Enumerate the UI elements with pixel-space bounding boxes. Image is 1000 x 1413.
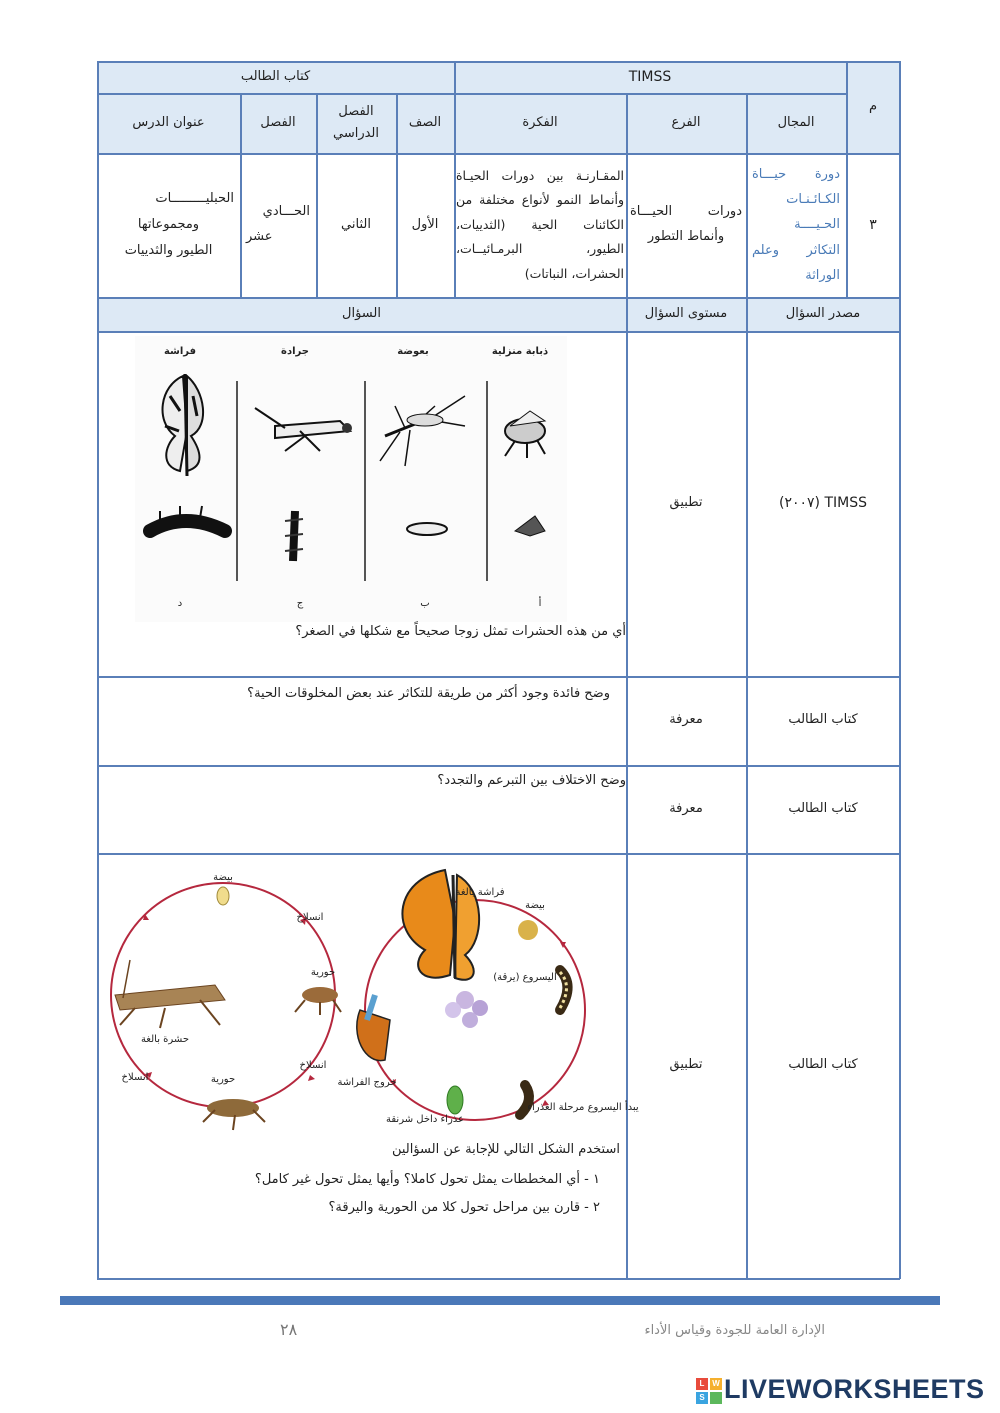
right-adult-label: فراشة بالغة — [455, 887, 505, 898]
row-domain — [752, 153, 840, 297]
footer-rule — [60, 1296, 940, 1305]
header-student-book: كتاب الطالب — [240, 68, 311, 84]
header-lesson: عنوان الدرس — [132, 114, 205, 130]
row-chapter — [246, 153, 310, 297]
left-adult-label: حشرة بالغة — [140, 1034, 190, 1045]
nymph2-drawing — [203, 1099, 265, 1130]
row-grade: الأول — [411, 216, 439, 232]
adult-grasshopper-drawing — [115, 960, 225, 1028]
left-molt3-label: انسلاخ — [296, 912, 324, 923]
lesson-line: الحبليـــــــــات — [155, 191, 234, 206]
incomplete-metamorphosis-cycle — [111, 872, 341, 1130]
q4-item-2-num: ٢ — [593, 1200, 600, 1215]
lesson-line: ومجموعاتها — [137, 217, 200, 232]
left-nymph2-label: حورية — [210, 1074, 236, 1085]
q4-item-1-num: ١ — [593, 1172, 600, 1187]
row-lesson — [103, 153, 234, 297]
header-grade: الصف — [408, 114, 442, 130]
butterfly-egg-drawing — [518, 920, 538, 940]
header-m: م — [868, 98, 878, 114]
insect-name-housefly: ذبابة منزلية — [491, 346, 549, 357]
mosquito-larva-drawing — [407, 523, 447, 535]
q1-level: تطبيق — [669, 495, 703, 511]
q4-intro: استخدم الشكل التالي للإجابة عن السؤالين — [391, 1142, 620, 1157]
right-pupa-start-label: يبدأ اليسروع مرحلة العذراء — [527, 1102, 639, 1113]
domain-line: الوراثة — [805, 268, 840, 284]
q4-item-1: ١ - أي المخططات يمثل تحول كاملا؟ وأيها يمثل تحول غير كامل؟ — [254, 1172, 600, 1187]
egg-drawing — [217, 887, 229, 905]
header-semester: الفصل الدراسي — [332, 103, 379, 141]
emerging-butterfly-drawing — [357, 995, 390, 1061]
org-name: الإدارة العامة للجودة وقياس الأداء — [644, 1323, 825, 1338]
idea-line: الكائنات الحية (الثدييات، — [456, 216, 624, 232]
header-chapter: الفصل — [260, 114, 296, 130]
liveworksheets-brand[interactable]: LIVEWORKSHEETS — [724, 1374, 985, 1404]
q2-level: معرفة — [669, 712, 703, 728]
idea-line: وأنماط النمو لأنواع مختلفة من — [456, 192, 624, 208]
letter-j: ج — [296, 598, 304, 609]
header-domain: المجال — [777, 114, 815, 130]
left-egg-label: بيضة — [213, 872, 233, 883]
row-number: ٣ — [869, 216, 877, 233]
branch-line: وأنماط التطور — [647, 229, 725, 244]
row-branch — [630, 153, 742, 297]
q1-source: TIMSS (٢٠٠٧) — [779, 495, 868, 512]
header-timss: TIMSS — [628, 68, 672, 85]
q4-level: تطبيق — [669, 1057, 703, 1073]
letter-b: ب — [420, 598, 430, 609]
insect-name-butterfly: فراشة — [163, 346, 197, 357]
header-idea: الفكرة — [522, 114, 558, 130]
idea-line: الحشرات، النباتات) — [524, 265, 624, 281]
letter-a: أ — [538, 598, 542, 609]
qheader-question: السؤال — [342, 305, 381, 321]
chapter-line: الحـــادي — [262, 204, 310, 220]
right-larva-label: اليسروع (يرقة) — [493, 972, 557, 983]
idea-line: الطيور، البرمـائيــات، — [456, 241, 624, 257]
q4-item-2-text: قارن بين مراحل تحول كلا من الحورية واليرقة؟ — [328, 1200, 581, 1215]
lesson-line: الطيور والثدييات — [124, 243, 213, 258]
left-molt1-label: انسلاخ — [299, 1060, 327, 1071]
q1-text: أي من هذه الحشرات تمثل زوجا صحيحاً مع شكلها في الصغر؟ — [295, 624, 626, 639]
domain-line: الكـائـنـات — [786, 191, 840, 207]
page-number: ٢٨ — [280, 1320, 298, 1339]
insects-figure — [135, 336, 567, 622]
q3-level: معرفة — [669, 800, 703, 816]
domain-line: التكاثر وعلم — [752, 242, 840, 258]
header-branch: الفرع — [671, 114, 701, 130]
branch-line: دورات الحيـــاة — [630, 204, 742, 220]
insect-name-locust: جرادة — [281, 346, 309, 357]
larva-drawing — [560, 970, 568, 1010]
row-idea — [456, 153, 624, 297]
right-emerge-label: خروج الفراشة — [337, 1077, 397, 1088]
chapter-line: عشر — [246, 229, 273, 244]
letter-d: د — [177, 598, 183, 609]
left-nymph1-label: حورية — [310, 967, 336, 978]
q3-source: كتاب الطالب — [788, 800, 858, 816]
insect-name-mosquito: بعوضة — [397, 346, 429, 357]
q2-text: وضح فائدة وجود أكثر من طريقة للتكاثر عند بعض المخلوقات الحية؟ — [247, 686, 610, 701]
chrysalis-drawing — [447, 1086, 463, 1114]
qheader-source: مصدر السؤال — [785, 305, 861, 321]
domain-line: الحـيــــة — [794, 217, 840, 233]
complete-metamorphosis-cycle — [337, 870, 638, 1125]
right-pupa-label: عذراء داخل شرنقة — [386, 1114, 464, 1125]
domain-line: دورة حيـــاة — [752, 166, 840, 182]
qheader-level: مستوى السؤال — [644, 305, 728, 321]
right-egg-label: بيضة — [525, 900, 545, 911]
flowers-drawing — [445, 991, 488, 1028]
q2-source: كتاب الطالب — [788, 712, 858, 728]
left-molt2-label: انسلاخ — [121, 1072, 149, 1083]
life-cycles-figure — [105, 860, 639, 1135]
q3-text: وضح الاختلاف بين التبرعم والتجدد؟ — [437, 773, 626, 788]
liveworksheets-logo-icon: L W S — [696, 1378, 722, 1404]
idea-line: المقـارنـة بين دورات الحيـاة — [456, 168, 624, 184]
q4-item-2: ٢ - قارن بين مراحل تحول كلا من الحورية واليرقة؟ — [328, 1200, 600, 1215]
q4-source: كتاب الطالب — [788, 1057, 858, 1073]
butterfly-adult-drawing — [163, 374, 204, 476]
q4-item-1-text: أي المخططات يمثل تحول كاملا؟ وأيها يمثل تحول غير كامل؟ — [254, 1172, 581, 1187]
row-semester: الثاني — [341, 216, 371, 232]
